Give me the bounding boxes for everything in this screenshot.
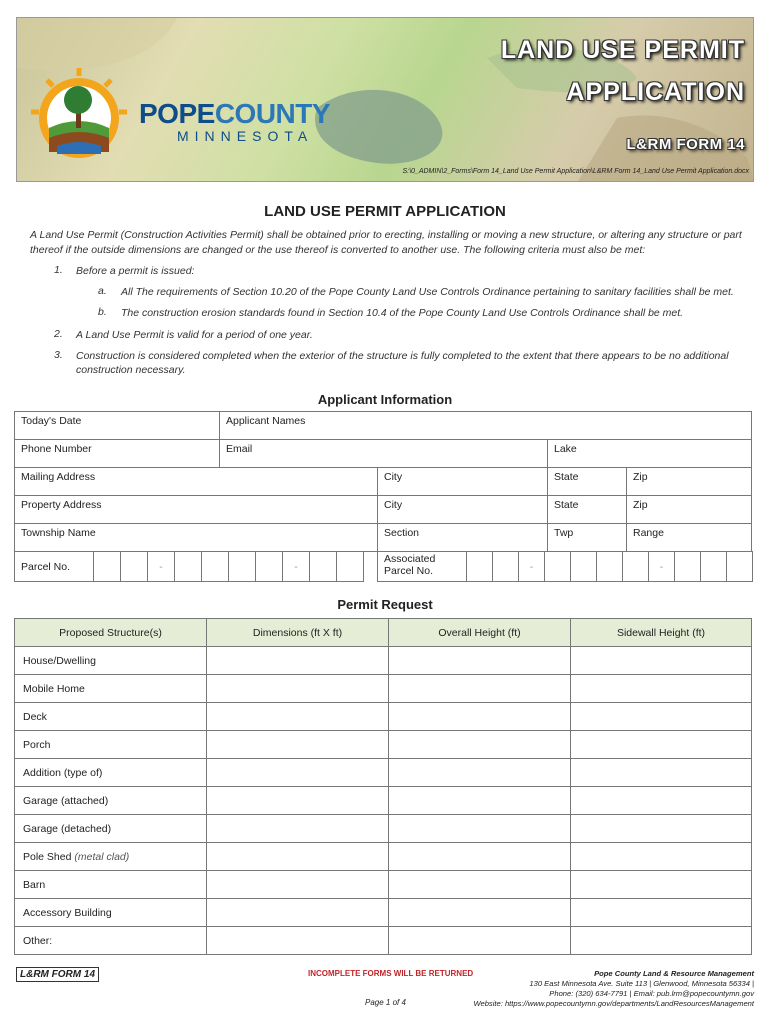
table-row	[15, 787, 752, 815]
property-address-field[interactable]	[14, 495, 378, 524]
sidewall-height-input[interactable]	[571, 899, 752, 927]
field-label: City	[384, 471, 403, 483]
structure-label	[15, 815, 207, 843]
item-number: 1.	[54, 264, 63, 276]
parcel-digit-box[interactable]	[93, 551, 121, 582]
page-title: LAND USE PERMIT APPLICATION	[264, 203, 506, 220]
overall-height-input[interactable]	[389, 703, 571, 731]
field-label: Zip	[633, 499, 648, 511]
structure-label	[15, 899, 207, 927]
structure-label	[15, 759, 207, 787]
overall-height-input[interactable]	[389, 647, 571, 675]
item-number: a.	[98, 285, 107, 297]
item-number: 3.	[54, 349, 63, 361]
structure-name: Addition (type of)	[23, 766, 103, 779]
footer-org: Pope County Land & Resource Management	[594, 969, 754, 978]
table-row	[15, 759, 752, 787]
overall-height-input[interactable]	[389, 927, 571, 955]
email-field[interactable]	[219, 439, 548, 468]
structure-label	[15, 927, 207, 955]
parcel-separator: -	[648, 551, 675, 582]
intro-paragraph: A Land Use Permit (Construction Activities Permit) shall be obtained prior to erecting, installing or moving a new structure, or altering any structure or part thereof if the outside dimensions are changed or the use thereof is converted to another use. The following criteria must also be met:	[30, 229, 742, 256]
dimensions-input[interactable]	[207, 843, 389, 871]
parcel-separator: -	[282, 551, 310, 582]
parcel-label	[14, 551, 94, 582]
item-text: All The requirements of Section 10.20 of the Pope County Land Use Controls Ordinance pertaining to sanitary facilities shall be met.	[121, 286, 734, 298]
structure-note: (metal clad)	[74, 850, 130, 863]
pope-county-logo	[27, 66, 132, 161]
parcel-digit-box[interactable]	[544, 551, 571, 582]
phone-field[interactable]	[14, 439, 220, 468]
property-state-field[interactable]	[547, 495, 627, 524]
parcel-digit-box[interactable]	[674, 551, 701, 582]
field-label: Township Name	[21, 527, 96, 539]
field-label: State	[554, 471, 579, 483]
table-row	[15, 927, 752, 955]
table-row	[15, 647, 752, 675]
field-label: Mailing Address	[21, 471, 96, 483]
parcel-digit-box[interactable]	[466, 551, 493, 582]
banner-file-path: S:\0_ADMIN\2_Forms\Form 14_Land Use Permit Application\L&RM Form 14_Land Use Permit Application.docx	[402, 168, 749, 175]
brand-subtitle: MINNESOTA	[177, 128, 314, 144]
item-text: A Land Use Permit is valid for a period of one year.	[76, 329, 313, 341]
dimensions-input[interactable]	[207, 675, 389, 703]
structure-name: Garage (detached)	[23, 822, 112, 835]
table-row	[15, 731, 752, 759]
field-label: Lake	[554, 443, 577, 455]
field-label: State	[554, 499, 579, 511]
table-row	[15, 675, 752, 703]
township-field[interactable]	[14, 523, 378, 552]
field-label: Range	[633, 527, 664, 539]
footer-contact-block	[473, 969, 754, 1009]
col-header: Overall Height (ft)	[389, 619, 571, 647]
sidewall-height-input[interactable]	[571, 703, 752, 731]
applicant-heading: Applicant Information	[317, 392, 453, 407]
parcel-separator: -	[147, 551, 175, 582]
table-row	[15, 871, 752, 899]
dimensions-input[interactable]	[207, 871, 389, 899]
item-text: Before a permit is issued:	[76, 265, 195, 277]
structure-name: Other:	[23, 934, 53, 947]
parcel-digit-box[interactable]	[570, 551, 597, 582]
structure-label	[15, 703, 207, 731]
overall-height-input[interactable]	[389, 815, 571, 843]
parcel-digit-box[interactable]	[336, 551, 364, 582]
footer-form-id: L&RM FORM 14	[16, 967, 99, 982]
table-row	[15, 899, 752, 927]
overall-height-input[interactable]	[389, 843, 571, 871]
property-zip-field[interactable]	[626, 495, 752, 524]
field-label: Zip	[633, 471, 648, 483]
lake-field[interactable]	[547, 439, 752, 468]
parcel-digit-box[interactable]	[622, 551, 649, 582]
sidewall-height-input[interactable]	[571, 759, 752, 787]
parcel-digit-box[interactable]	[201, 551, 229, 582]
sidewall-height-input[interactable]	[571, 675, 752, 703]
col-header: Sidewall Height (ft)	[571, 619, 752, 647]
structure-name: Porch	[23, 738, 51, 751]
sidewall-height-input[interactable]	[571, 843, 752, 871]
field-label: Property Address	[21, 499, 102, 511]
footer-website[interactable]: Website: https://www.popecountymn.gov/departments/LandResourcesManagement	[473, 999, 754, 1008]
overall-height-input[interactable]	[389, 759, 571, 787]
banner-title-line2: APPLICATION	[566, 78, 745, 106]
overall-height-input[interactable]	[389, 731, 571, 759]
parcel-digit-box[interactable]	[309, 551, 337, 582]
footer-page-number: Page 1 of 4	[365, 998, 406, 1007]
dimensions-input[interactable]	[207, 815, 389, 843]
parcel-digit-box[interactable]	[255, 551, 283, 582]
structure-name: Pole Shed	[23, 850, 72, 863]
structure-name: Barn	[23, 878, 46, 891]
overall-height-input[interactable]	[389, 675, 571, 703]
table-row	[15, 815, 752, 843]
mailing-zip-field[interactable]	[626, 467, 752, 496]
permit-table	[14, 618, 752, 955]
structure-label	[15, 843, 207, 871]
structure-name: Deck	[23, 710, 47, 723]
col-header: Dimensions (ft X ft)	[207, 619, 389, 647]
parcel-digit-box[interactable]	[700, 551, 727, 582]
brand-name: POPECOUNTY	[139, 98, 331, 129]
field-label: Twp	[554, 527, 574, 539]
header-banner	[16, 17, 754, 182]
parcel-digit-box[interactable]	[492, 551, 519, 582]
section-field[interactable]	[377, 523, 548, 552]
footer-address: 130 East Minnesota Ave. Suite 113 | Glenwood, Minnesota 56334 |	[529, 979, 754, 988]
table-row	[15, 703, 752, 731]
twp-field[interactable]	[547, 523, 627, 552]
structure-name: Garage (attached)	[23, 794, 109, 807]
mailing-city-field[interactable]	[377, 467, 548, 496]
parcel-separator: -	[518, 551, 545, 582]
field-label: Parcel No.	[384, 565, 434, 577]
parcel-digit-box[interactable]	[726, 551, 753, 582]
sidewall-height-input[interactable]	[571, 927, 752, 955]
table-row	[15, 843, 752, 871]
footer-warning: INCOMPLETE FORMS WILL BE RETURNED	[308, 969, 474, 978]
structure-name: Accessory Building	[23, 906, 112, 919]
dimensions-input[interactable]	[207, 899, 389, 927]
overall-height-input[interactable]	[389, 787, 571, 815]
item-number: 2.	[54, 328, 63, 340]
todays-date-field[interactable]	[14, 411, 220, 440]
structure-label	[15, 675, 207, 703]
dimensions-input[interactable]	[207, 927, 389, 955]
mailing-address-field[interactable]	[14, 467, 378, 496]
item-text: Construction is considered completed when the exterior of the structure is fully completed to the extent that there appears to be no additional construction necessary.	[76, 350, 729, 376]
parcel-digit-box[interactable]	[596, 551, 623, 582]
dimensions-input[interactable]	[207, 731, 389, 759]
overall-height-input[interactable]	[389, 899, 571, 927]
structure-label	[15, 731, 207, 759]
range-field[interactable]	[626, 523, 752, 552]
field-label: Email	[226, 443, 253, 455]
field-label: Phone Number	[21, 443, 92, 455]
item-number: b.	[98, 306, 107, 318]
banner-form-id: L&RM FORM 14	[626, 136, 745, 153]
permit-heading: Permit Request	[337, 597, 433, 612]
assoc-parcel-label	[377, 551, 467, 582]
structure-label	[15, 647, 207, 675]
parcel-digit-box[interactable]	[228, 551, 256, 582]
dimensions-input[interactable]	[207, 647, 389, 675]
banner-title-line1: LAND USE PERMIT	[500, 36, 745, 64]
field-label: Applicant Names	[226, 415, 306, 427]
applicant-names-field[interactable]	[219, 411, 752, 440]
dimensions-input[interactable]	[207, 759, 389, 787]
footer-contact: Phone: (320) 634-7791 | Email: pub.lrm@popecountymn.gov	[549, 989, 754, 998]
dimensions-input[interactable]	[207, 703, 389, 731]
field-label: City	[384, 499, 403, 511]
dimensions-input[interactable]	[207, 787, 389, 815]
structure-name: Mobile Home	[23, 682, 85, 695]
sidewall-height-input[interactable]	[571, 647, 752, 675]
sidewall-height-input[interactable]	[571, 787, 752, 815]
field-label: Parcel No.	[21, 561, 71, 573]
sidewall-height-input[interactable]	[571, 815, 752, 843]
overall-height-input[interactable]	[389, 871, 571, 899]
property-city-field[interactable]	[377, 495, 548, 524]
sidewall-height-input[interactable]	[571, 731, 752, 759]
sidewall-height-input[interactable]	[571, 871, 752, 899]
mailing-state-field[interactable]	[547, 467, 627, 496]
field-label: Section	[384, 527, 420, 539]
structure-label	[15, 871, 207, 899]
item-text: The construction erosion standards found in Section 10.4 of the Pope County Land Use Controls Ordinance shall be met.	[121, 307, 684, 319]
parcel-digit-box[interactable]	[174, 551, 202, 582]
field-label: Today's Date	[21, 415, 82, 427]
field-label: Associated	[384, 553, 436, 565]
col-header: Proposed Structure(s)	[15, 619, 207, 647]
parcel-digit-box[interactable]	[120, 551, 148, 582]
structure-label	[15, 787, 207, 815]
structure-name: House/Dwelling	[23, 654, 96, 667]
